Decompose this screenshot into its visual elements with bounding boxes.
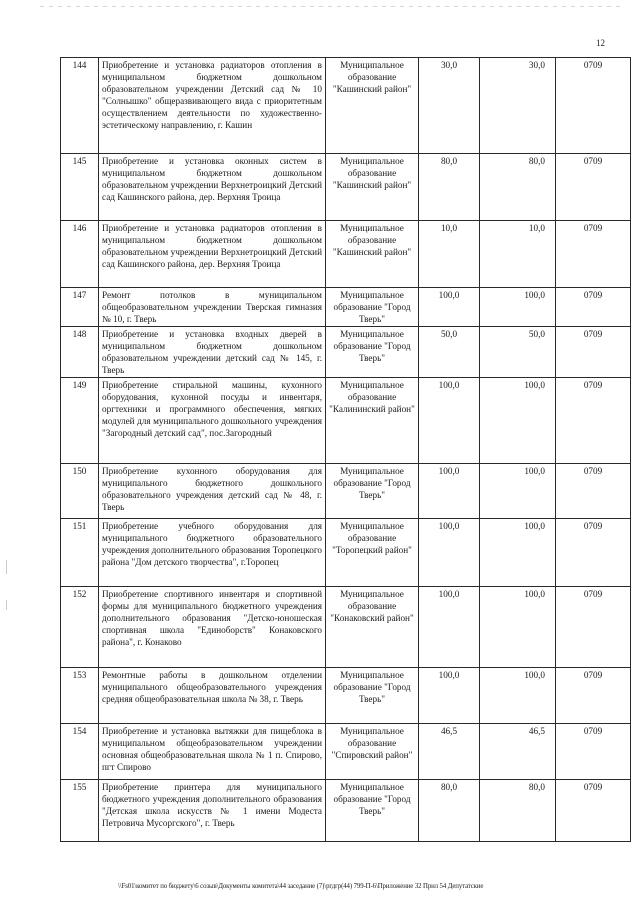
row-description: Приобретение учебного оборудования для муниципального бюджетного образовательного учреждения дополнительного образования Торопецкого района "Дом детского творчества", г.Торопец [99,519,326,587]
row-description: Приобретение кухонного оборудования для муниципального бюджетного дошкольного образовательного учреждения детский сад № 48, г. Тверь [99,464,326,519]
row-amount-2: 50,0 [480,327,556,378]
row-number: 152 [61,587,99,668]
row-budget-code: 0709 [556,288,631,327]
row-municipality: Муниципальное образование "Город Тверь" [326,668,419,724]
row-description: Приобретение спортивного инвентаря и спортивной формы для муниципального бюджетного учреждения дополнительного образования "Детско-юношеская спортивная школа "Единоборств" Конаковского района", г. Конаково [99,587,326,668]
row-number: 146 [61,221,99,288]
row-municipality: Муниципальное образование "Калининский район" [326,378,419,464]
scan-margin-mark [6,600,7,610]
file-path-footer: \\Fs01\комитет по бюджету\6 созыв\Документы комитета\44 заседание (7)\ргдгр(44) 799-П-6\Приложение 32 Прил 54 Депутатские [118,883,484,890]
row-amount-2: 10,0 [480,221,556,288]
row-budget-code: 0709 [556,724,631,780]
row-amount-2: 100,0 [480,288,556,327]
row-amount-1: 100,0 [419,519,480,587]
row-description: Приобретение и установка радиаторов отопления в муниципальном бюджетном дошкольном образовательном учреждении Детский сад № 10 "Солнышко" общеразвивающего вида с приоритетным осуществлением деятельности по художественно-эстетическому направлению, г. Кашин [99,58,326,154]
table-row [61,464,631,519]
allocation-table [60,57,631,842]
row-description: Ремонт потолков в муниципальном общеобразовательном учреждении Тверская гимназия № 10, г. Тверь [99,288,326,327]
row-amount-1: 46,5 [419,724,480,780]
row-description: Приобретение принтера для муниципального бюджетного учреждения дополнительного образования "Детская школа искусств № 1 имени Модеста Петровича Мусоргского", г. Тверь [99,780,326,842]
row-number: 147 [61,288,99,327]
table-row [61,587,631,668]
row-budget-code: 0709 [556,378,631,464]
row-budget-code: 0709 [556,327,631,378]
row-municipality: Муниципальное образование "Кашинский район" [326,58,419,154]
row-amount-2: 100,0 [480,668,556,724]
table-row [61,780,631,842]
table-row [61,668,631,724]
scan-margin-mark [6,560,7,574]
row-amount-2: 100,0 [480,464,556,519]
row-amount-1: 100,0 [419,587,480,668]
table-row [61,327,631,378]
row-municipality: Муниципальное образование "Спировский район" [326,724,419,780]
row-description: Приобретение и установка оконных систем в муниципальном бюджетном дошкольном образовательном учреждении Верхнетроицкий Детский сад Кашинского района, дер. Верхняя Троица [99,154,326,221]
row-number: 148 [61,327,99,378]
row-municipality: Муниципальное образование "Торопецкий район" [326,519,419,587]
row-number: 149 [61,378,99,464]
row-budget-code: 0709 [556,519,631,587]
row-amount-1: 100,0 [419,288,480,327]
row-description: Приобретение и установка радиаторов отопления в муниципальном бюджетном дошкольном образовательном учреждении Верхнетроицкий Детский сад Кашинского района, дер. Верхняя Троица [99,221,326,288]
table-row [61,519,631,587]
row-municipality: Муниципальное образование "Город Тверь" [326,780,419,842]
row-number: 150 [61,464,99,519]
row-budget-code: 0709 [556,464,631,519]
table-row [61,378,631,464]
row-number: 154 [61,724,99,780]
row-budget-code: 0709 [556,58,631,154]
row-number: 151 [61,519,99,587]
row-municipality: Муниципальное образование "Конаковский район" [326,587,419,668]
row-amount-2: 46,5 [480,724,556,780]
table-row [61,724,631,780]
row-budget-code: 0709 [556,154,631,221]
row-amount-1: 80,0 [419,154,480,221]
row-description: Ремонтные работы в дошкольном отделении муниципального общеобразовательного учреждения средняя общеобразовательная школа № 38, г. Тверь [99,668,326,724]
row-budget-code: 0709 [556,668,631,724]
row-municipality: Муниципальное образование "Кашинский район" [326,154,419,221]
row-amount-2: 80,0 [480,780,556,842]
row-budget-code: 0709 [556,221,631,288]
row-budget-code: 0709 [556,587,631,668]
row-amount-1: 80,0 [419,780,480,842]
row-description: Приобретение и установка вытяжки для пищеблока в муниципальном общеобразовательном учреждении основная общеобразовательная школа № 1 п. Спирово, пгт Спирово [99,724,326,780]
table-row [61,288,631,327]
row-amount-1: 50,0 [419,327,480,378]
row-amount-1: 30,0 [419,58,480,154]
row-amount-1: 100,0 [419,464,480,519]
row-municipality: Муниципальное образование "Кашинский район" [326,221,419,288]
table-row [61,154,631,221]
row-amount-1: 10,0 [419,221,480,288]
table-row [61,221,631,288]
row-amount-2: 80,0 [480,154,556,221]
row-budget-code: 0709 [556,780,631,842]
row-amount-2: 100,0 [480,378,556,464]
table-row [61,58,631,154]
row-amount-2: 100,0 [480,519,556,587]
row-amount-2: 30,0 [480,58,556,154]
row-number: 144 [61,58,99,154]
page-number: 12 [596,38,605,48]
row-number: 145 [61,154,99,221]
row-municipality: Муниципальное образование "Город Тверь" [326,288,419,327]
row-municipality: Муниципальное образование "Город Тверь" [326,327,419,378]
row-number: 155 [61,780,99,842]
row-amount-2: 100,0 [480,587,556,668]
row-description: Приобретение и установка входных дверей в муниципальном бюджетном дошкольном образовательном учреждении детский сад № 145, г. Тверь [99,327,326,378]
row-amount-1: 100,0 [419,668,480,724]
row-municipality: Муниципальное образование "Город Тверь" [326,464,419,519]
row-number: 153 [61,668,99,724]
scan-artifact-line [40,6,620,7]
row-amount-1: 100,0 [419,378,480,464]
row-description: Приобретение стиральной машины, кухонного оборудования, кухонной посуды и инвентаря, оргтехники и программного обеспечения, мягких модулей для муниципального дошкольного учреждения "Загородный детский сад", пос.Загородный [99,378,326,464]
